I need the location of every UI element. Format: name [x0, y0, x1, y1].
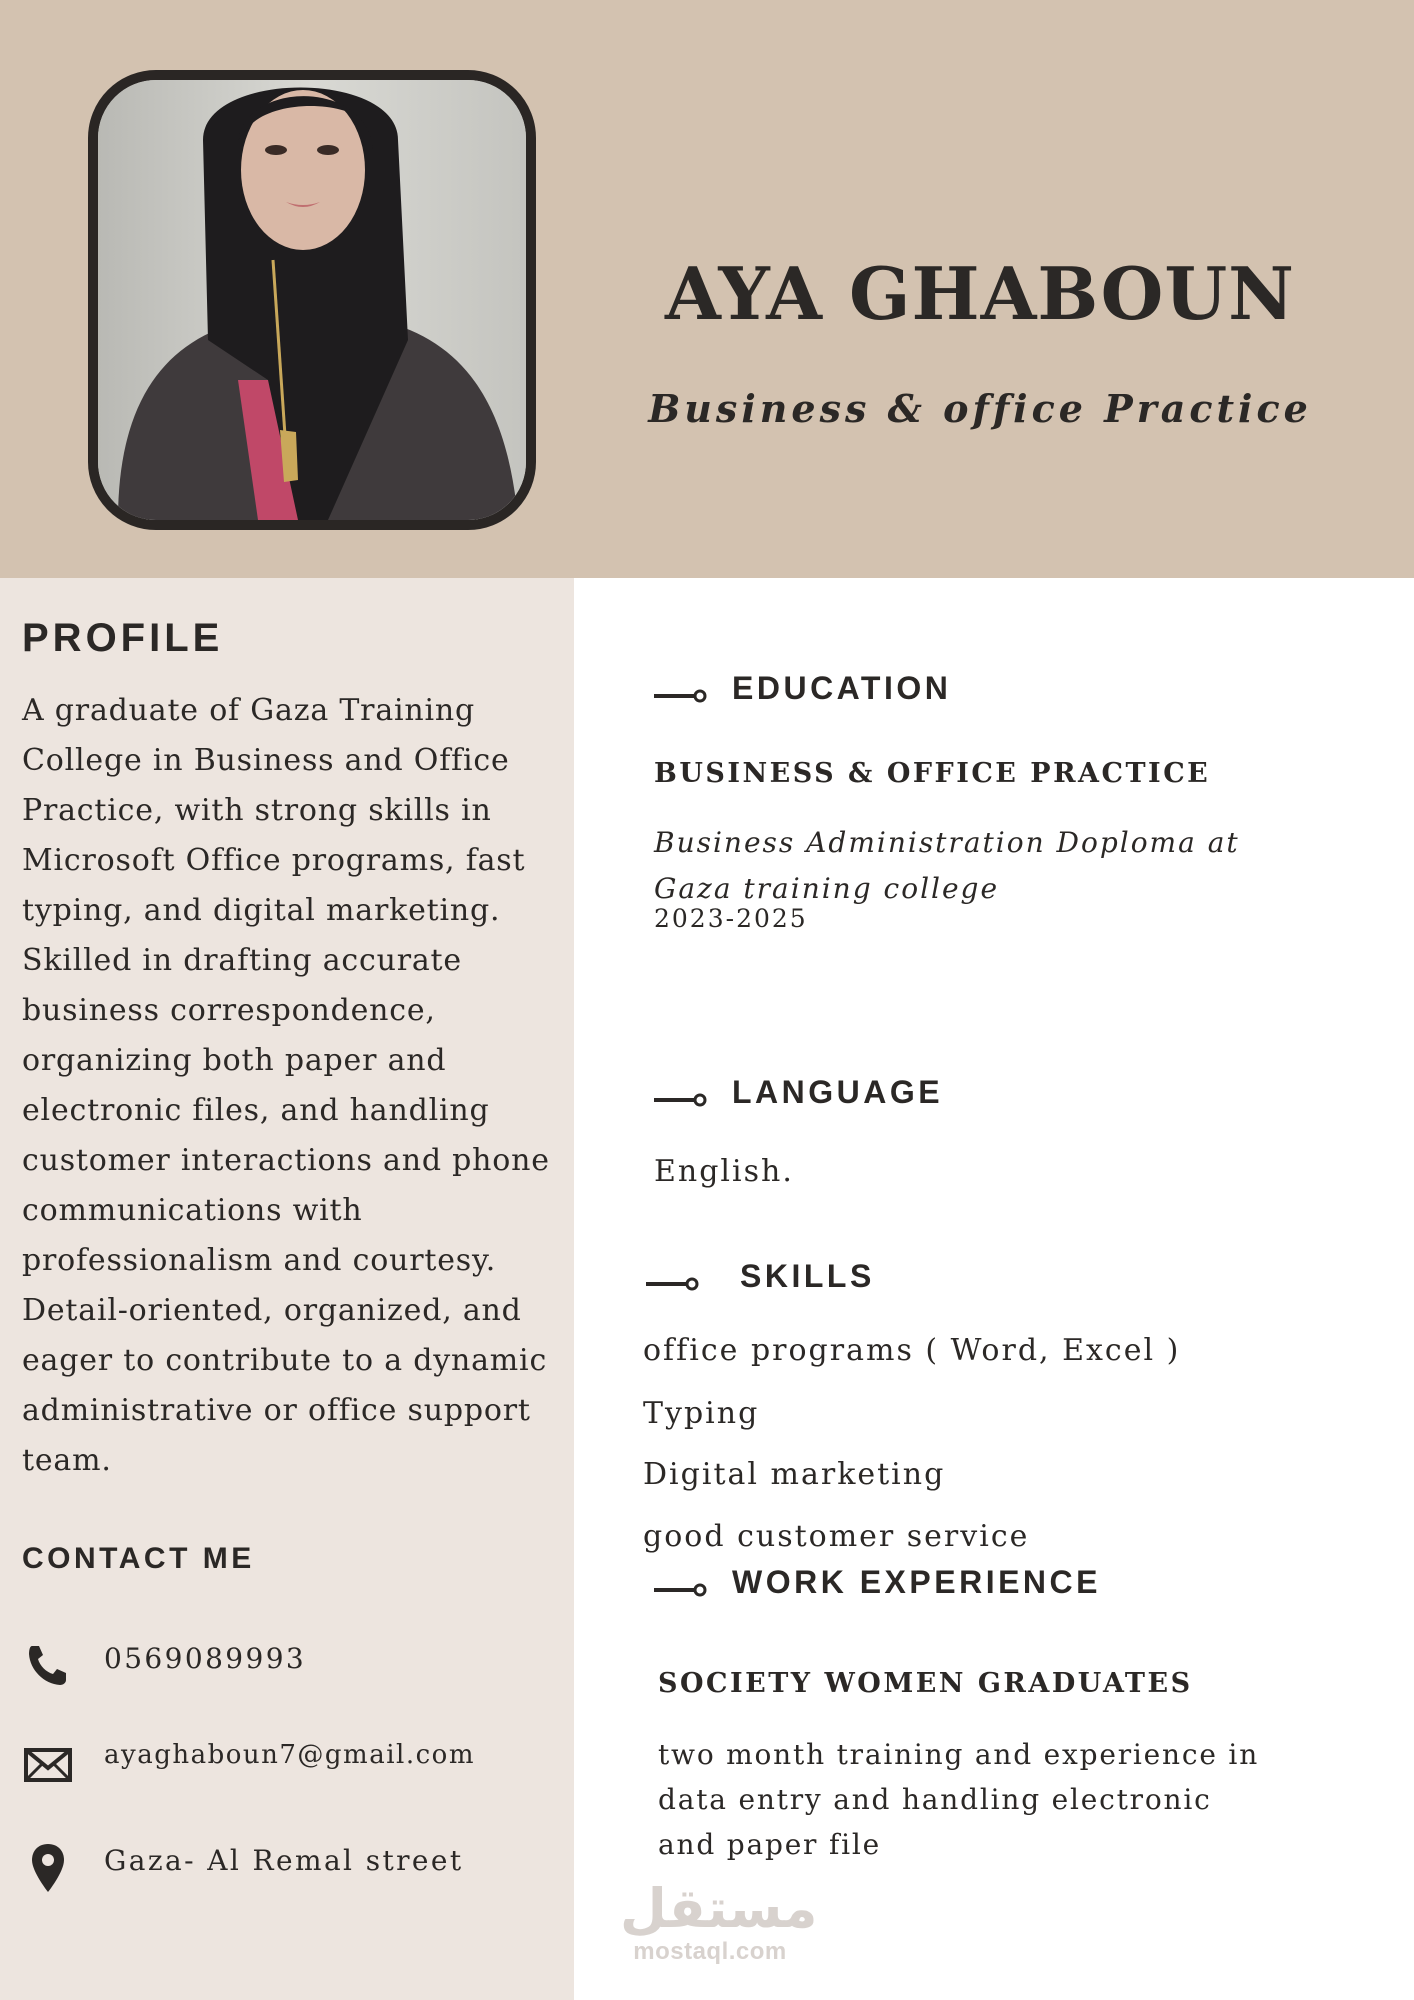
key-line-icon	[654, 686, 708, 706]
left-sidebar	[0, 578, 574, 2000]
key-line-icon	[654, 1580, 708, 1600]
contact-address	[22, 1834, 562, 1890]
language-heading: LANGUAGE	[732, 1074, 944, 1110]
location-pin-icon	[22, 1842, 74, 1894]
skill-item: Digital marketing	[643, 1457, 946, 1492]
skills-heading: SKILLS	[740, 1258, 875, 1294]
work-description: two month training and experience in data entry and handling electronic and paper file	[658, 1738, 1260, 1861]
key-line-icon	[654, 1090, 708, 1110]
portrait-illustration	[98, 80, 526, 520]
phone-icon	[22, 1640, 74, 1692]
contact-email	[22, 1730, 562, 1786]
education-degree: BUSINESS & OFFICE PRACTICE	[654, 758, 1211, 789]
education-years: 2023-2025	[654, 904, 808, 933]
profile-heading: PROFILE	[22, 616, 224, 660]
contact-heading: CONTACT ME	[22, 1542, 255, 1575]
work-organization: SOCIETY WOMEN GRADUATES	[658, 1668, 1193, 1699]
main-content	[574, 578, 1414, 2000]
street-address: Gaza- Al Remal street	[104, 1844, 464, 1877]
skill-item: Typing	[643, 1396, 760, 1431]
profile-summary: A graduate of Gaza Training College in Business and Office Practice, with strong skills in Microsoft Office programs, fast typing, and digital marketing. Skilled in drafting accurate business correspondence, organizing both paper and electronic files, and handling customer interactions and phone communications with professionalism and courtesy. Detail-oriented, organized, and eager to contribute to a dynamic administrative or office support team.	[22, 693, 550, 1478]
phone-number: 0569089993	[104, 1642, 307, 1675]
language-value: English.	[654, 1154, 794, 1189]
email-address: ayaghaboun7@gmail.com	[104, 1740, 475, 1770]
envelope-icon	[22, 1738, 74, 1790]
candidate-name: AYA GHABOUN	[665, 251, 1295, 336]
skill-item: office programs ( Word, Excel )	[643, 1333, 1181, 1368]
skill-item: good customer service	[643, 1519, 1030, 1554]
profile-photo	[88, 70, 536, 530]
header-band	[0, 0, 1414, 578]
watermark-arabic: مستقل	[620, 1877, 818, 1940]
watermark-logo	[620, 1877, 818, 1966]
education-heading: EDUCATION	[732, 670, 952, 706]
contact-phone	[22, 1632, 562, 1688]
work-experience-heading: WORK EXPERIENCE	[732, 1564, 1101, 1600]
education-description: Business Administration Doploma at Gaza training college	[654, 826, 1240, 905]
watermark-url: mostaql.com	[633, 1938, 787, 1965]
candidate-title: Business & office Practice	[648, 386, 1312, 431]
key-line-icon	[646, 1274, 700, 1294]
